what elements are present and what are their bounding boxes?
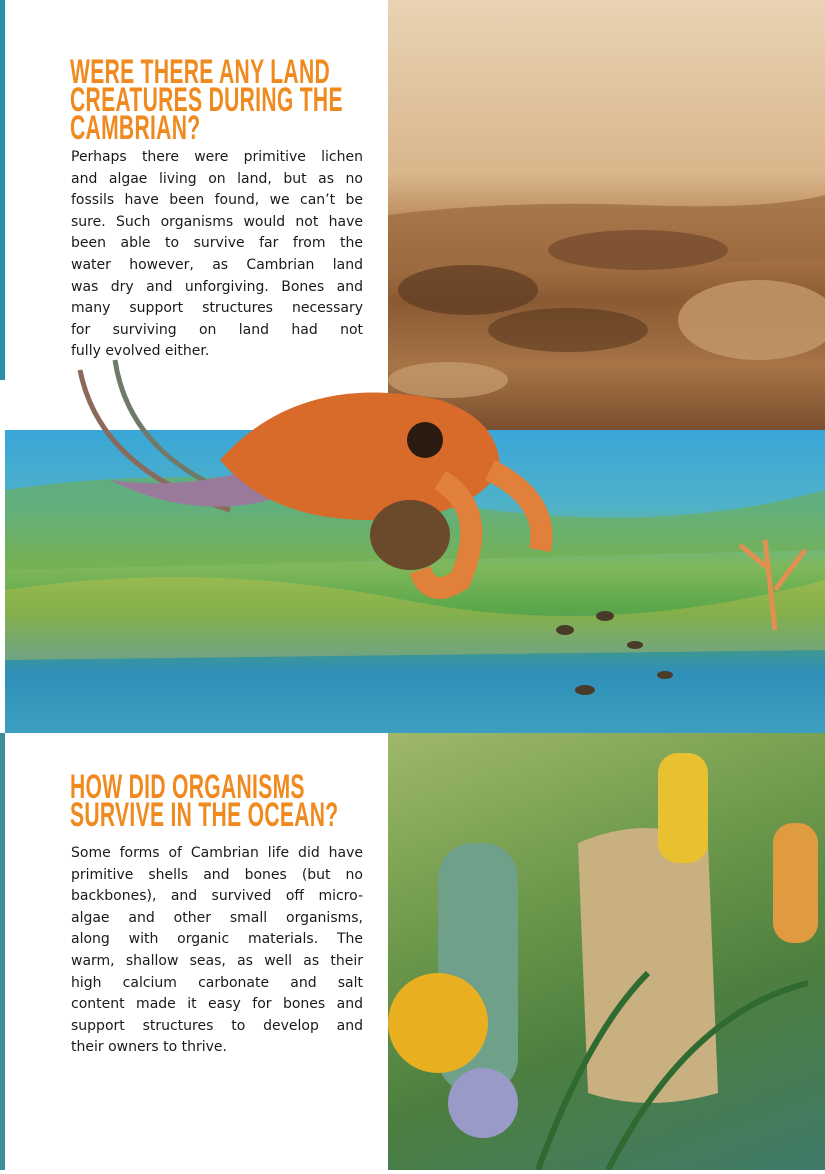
body-line: sure. Such organisms would not have	[71, 213, 363, 230]
section2-heading	[70, 768, 339, 834]
body-line: warm, shallow seas, as well as their	[71, 952, 363, 969]
page-edge-strip	[0, 0, 5, 380]
body-line: primitive shells and bones (but no	[71, 866, 363, 883]
body-line: content made it easy for bones and	[71, 996, 363, 1013]
body-line: high calcium carbonate and salt	[71, 974, 363, 991]
heading-line: HOW DID ORGANISMS	[70, 768, 305, 806]
heading-line: CAMBRIAN?	[70, 109, 201, 147]
body-line: their owners to thrive.	[71, 1039, 227, 1056]
body-line: Some forms of Cambrian life did have	[71, 845, 363, 861]
reef-scene	[388, 733, 825, 1170]
cambrian-reef-illustration	[388, 733, 825, 1170]
page-edge-strip	[0, 733, 5, 1170]
body-line: Perhaps there were primitive lichen	[71, 149, 363, 165]
heading-line: CREATURES DURING THE	[70, 81, 343, 119]
body-line: fully evolved either.	[71, 343, 210, 360]
body-line: algae and other small organisms,	[71, 909, 363, 926]
section2-body	[71, 843, 363, 1059]
body-line: for surviving on land had not	[71, 321, 363, 338]
section1-body	[71, 147, 363, 363]
heading-line: WERE THERE ANY LAND	[70, 53, 331, 91]
body-line: along with organic materials. The	[71, 931, 363, 948]
body-line: support structures to develop and	[71, 1017, 363, 1034]
body-line: and algae living on land, but as no	[71, 170, 363, 187]
body-line: been able to survive far from the	[71, 235, 363, 252]
body-line: backbones), and survived off micro-	[71, 888, 363, 905]
body-line: water however, as Cambrian land	[71, 256, 363, 273]
body-line: fossils have been found, we can’t be	[71, 192, 363, 209]
anomalocaris-creature-illustration	[70, 350, 570, 610]
heading-line: SURVIVE IN THE OCEAN?	[70, 796, 339, 834]
body-line: was dry and unforgiving. Bones and	[71, 278, 363, 295]
body-line: many support structures necessary	[71, 300, 363, 317]
section1-heading	[70, 53, 343, 147]
